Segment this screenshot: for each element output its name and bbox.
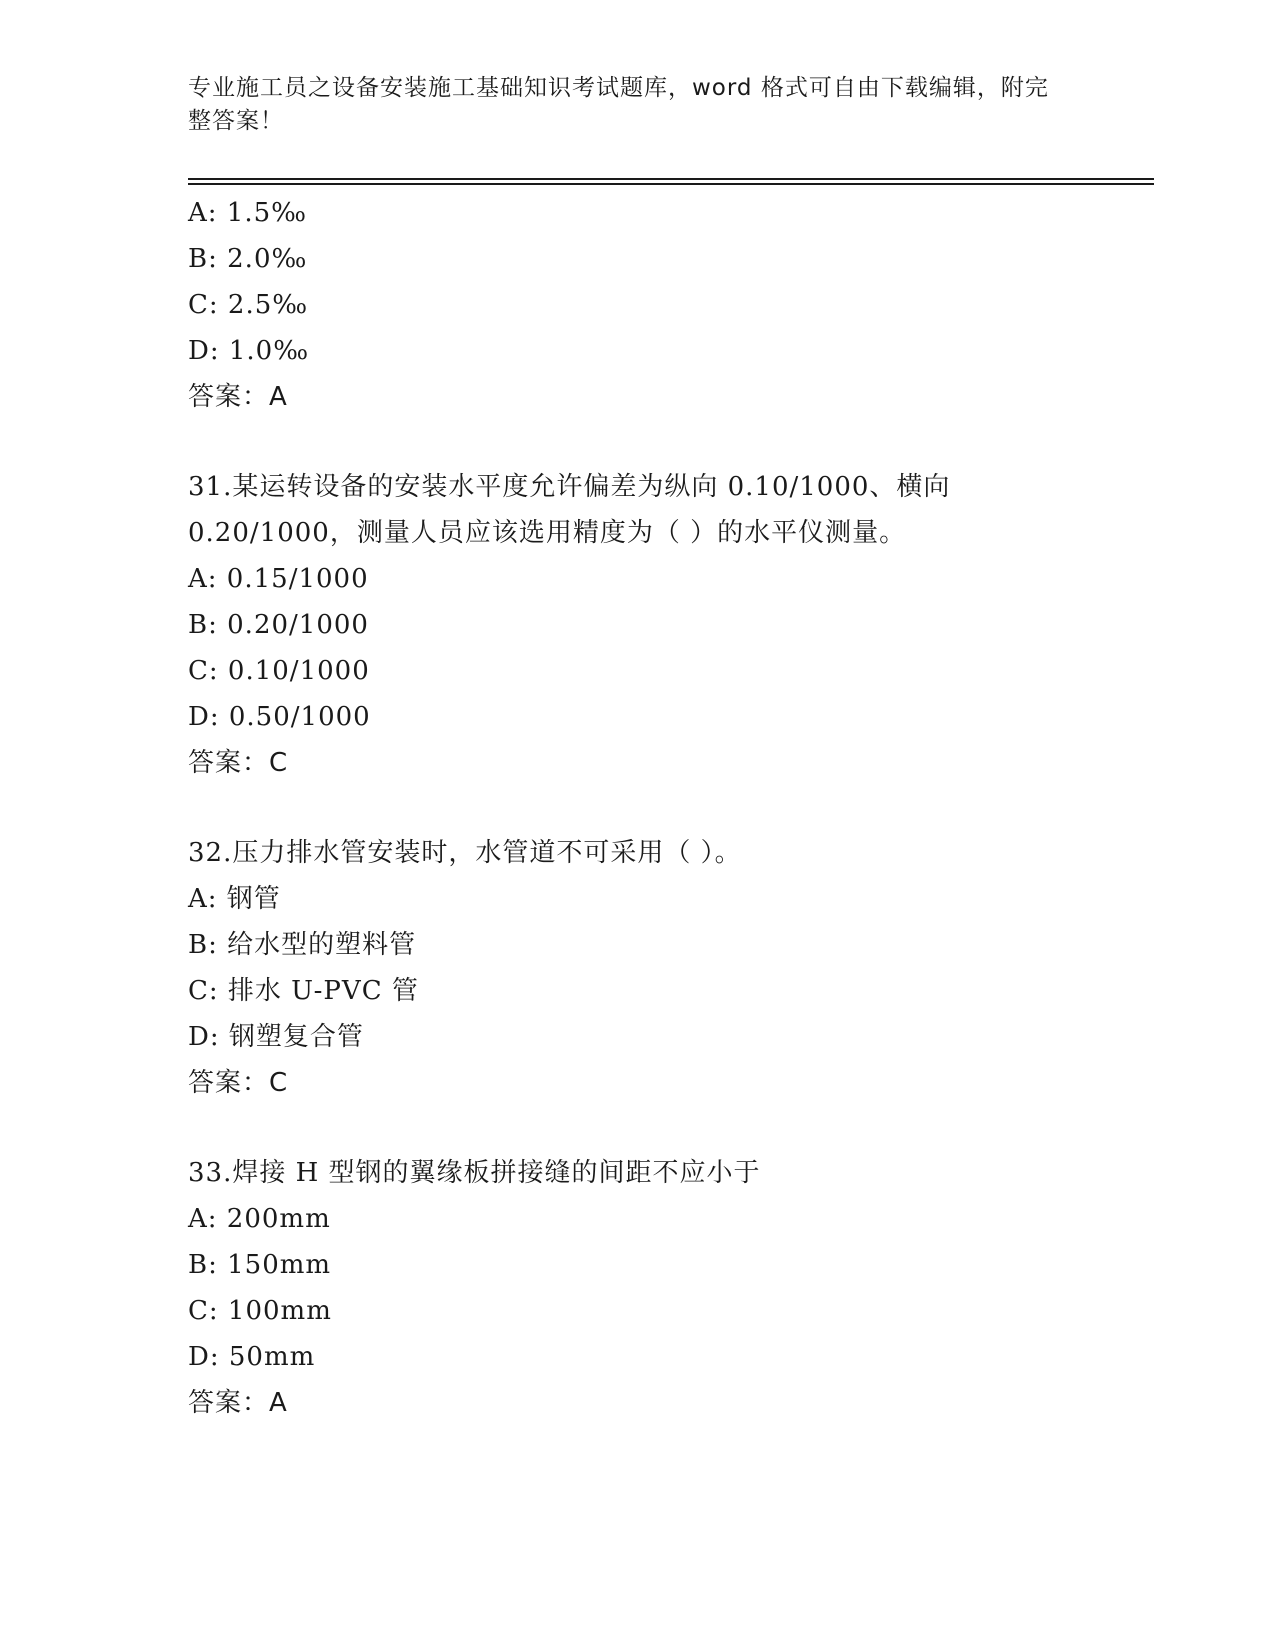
question-stem-line-1: 33.焊接 H 型钢的翼缘板拼接缝的间距不应小于	[188, 1158, 761, 1188]
option-c: C: 排水 U-PVC 管	[188, 976, 419, 1006]
option-d: D: 钢塑复合管	[188, 1022, 364, 1052]
question-30	[188, 190, 1148, 420]
option-d: D: 1.0‰	[188, 336, 310, 366]
header-divider-bottom	[188, 183, 1154, 185]
option-b: B: 0.20/1000	[188, 610, 369, 640]
header-line-2: 整答案！	[188, 108, 284, 134]
question-32	[188, 830, 1148, 1106]
header-line-1: 专业施工员之设备安装施工基础知识考试题库，word 格式可自由下载编辑，附完	[188, 75, 1049, 101]
answer-label: 答案：C	[188, 1068, 289, 1098]
option-a: A: 1.5‰	[188, 198, 308, 228]
answer-label: 答案：A	[188, 382, 288, 412]
question-stem-line-2: 0.20/1000，测量人员应该选用精度为（ ）的水平仪测量。	[188, 518, 907, 548]
question-stem-line-1: 31.某运转设备的安装水平度允许偏差为纵向 0.10/1000、横向	[188, 472, 951, 502]
question-list	[188, 190, 1148, 1426]
option-a: A: 0.15/1000	[188, 564, 369, 594]
option-a: A: 200mm	[188, 1204, 331, 1234]
answer-label: 答案：A	[188, 1388, 288, 1418]
option-b: B: 给水型的塑料管	[188, 930, 417, 960]
question-spacer	[188, 1106, 1148, 1150]
option-a: A: 钢管	[188, 884, 281, 914]
question-spacer	[188, 420, 1148, 464]
option-c: C: 0.10/1000	[188, 656, 370, 686]
question-stem-line-1: 32.压力排水管安装时，水管道不可采用（ ）。	[188, 838, 742, 868]
option-b: B: 150mm	[188, 1250, 332, 1280]
option-c: C: 100mm	[188, 1296, 332, 1326]
header-divider-top	[188, 178, 1154, 180]
question-spacer	[188, 786, 1148, 830]
option-c: C: 2.5‰	[188, 290, 309, 320]
option-d: D: 0.50/1000	[188, 702, 371, 732]
question-33	[188, 1150, 1148, 1426]
document-header	[188, 72, 1088, 138]
option-d: D: 50mm	[188, 1342, 316, 1372]
question-31	[188, 464, 1148, 786]
option-b: B: 2.0‰	[188, 244, 308, 274]
answer-label: 答案：C	[188, 748, 289, 778]
